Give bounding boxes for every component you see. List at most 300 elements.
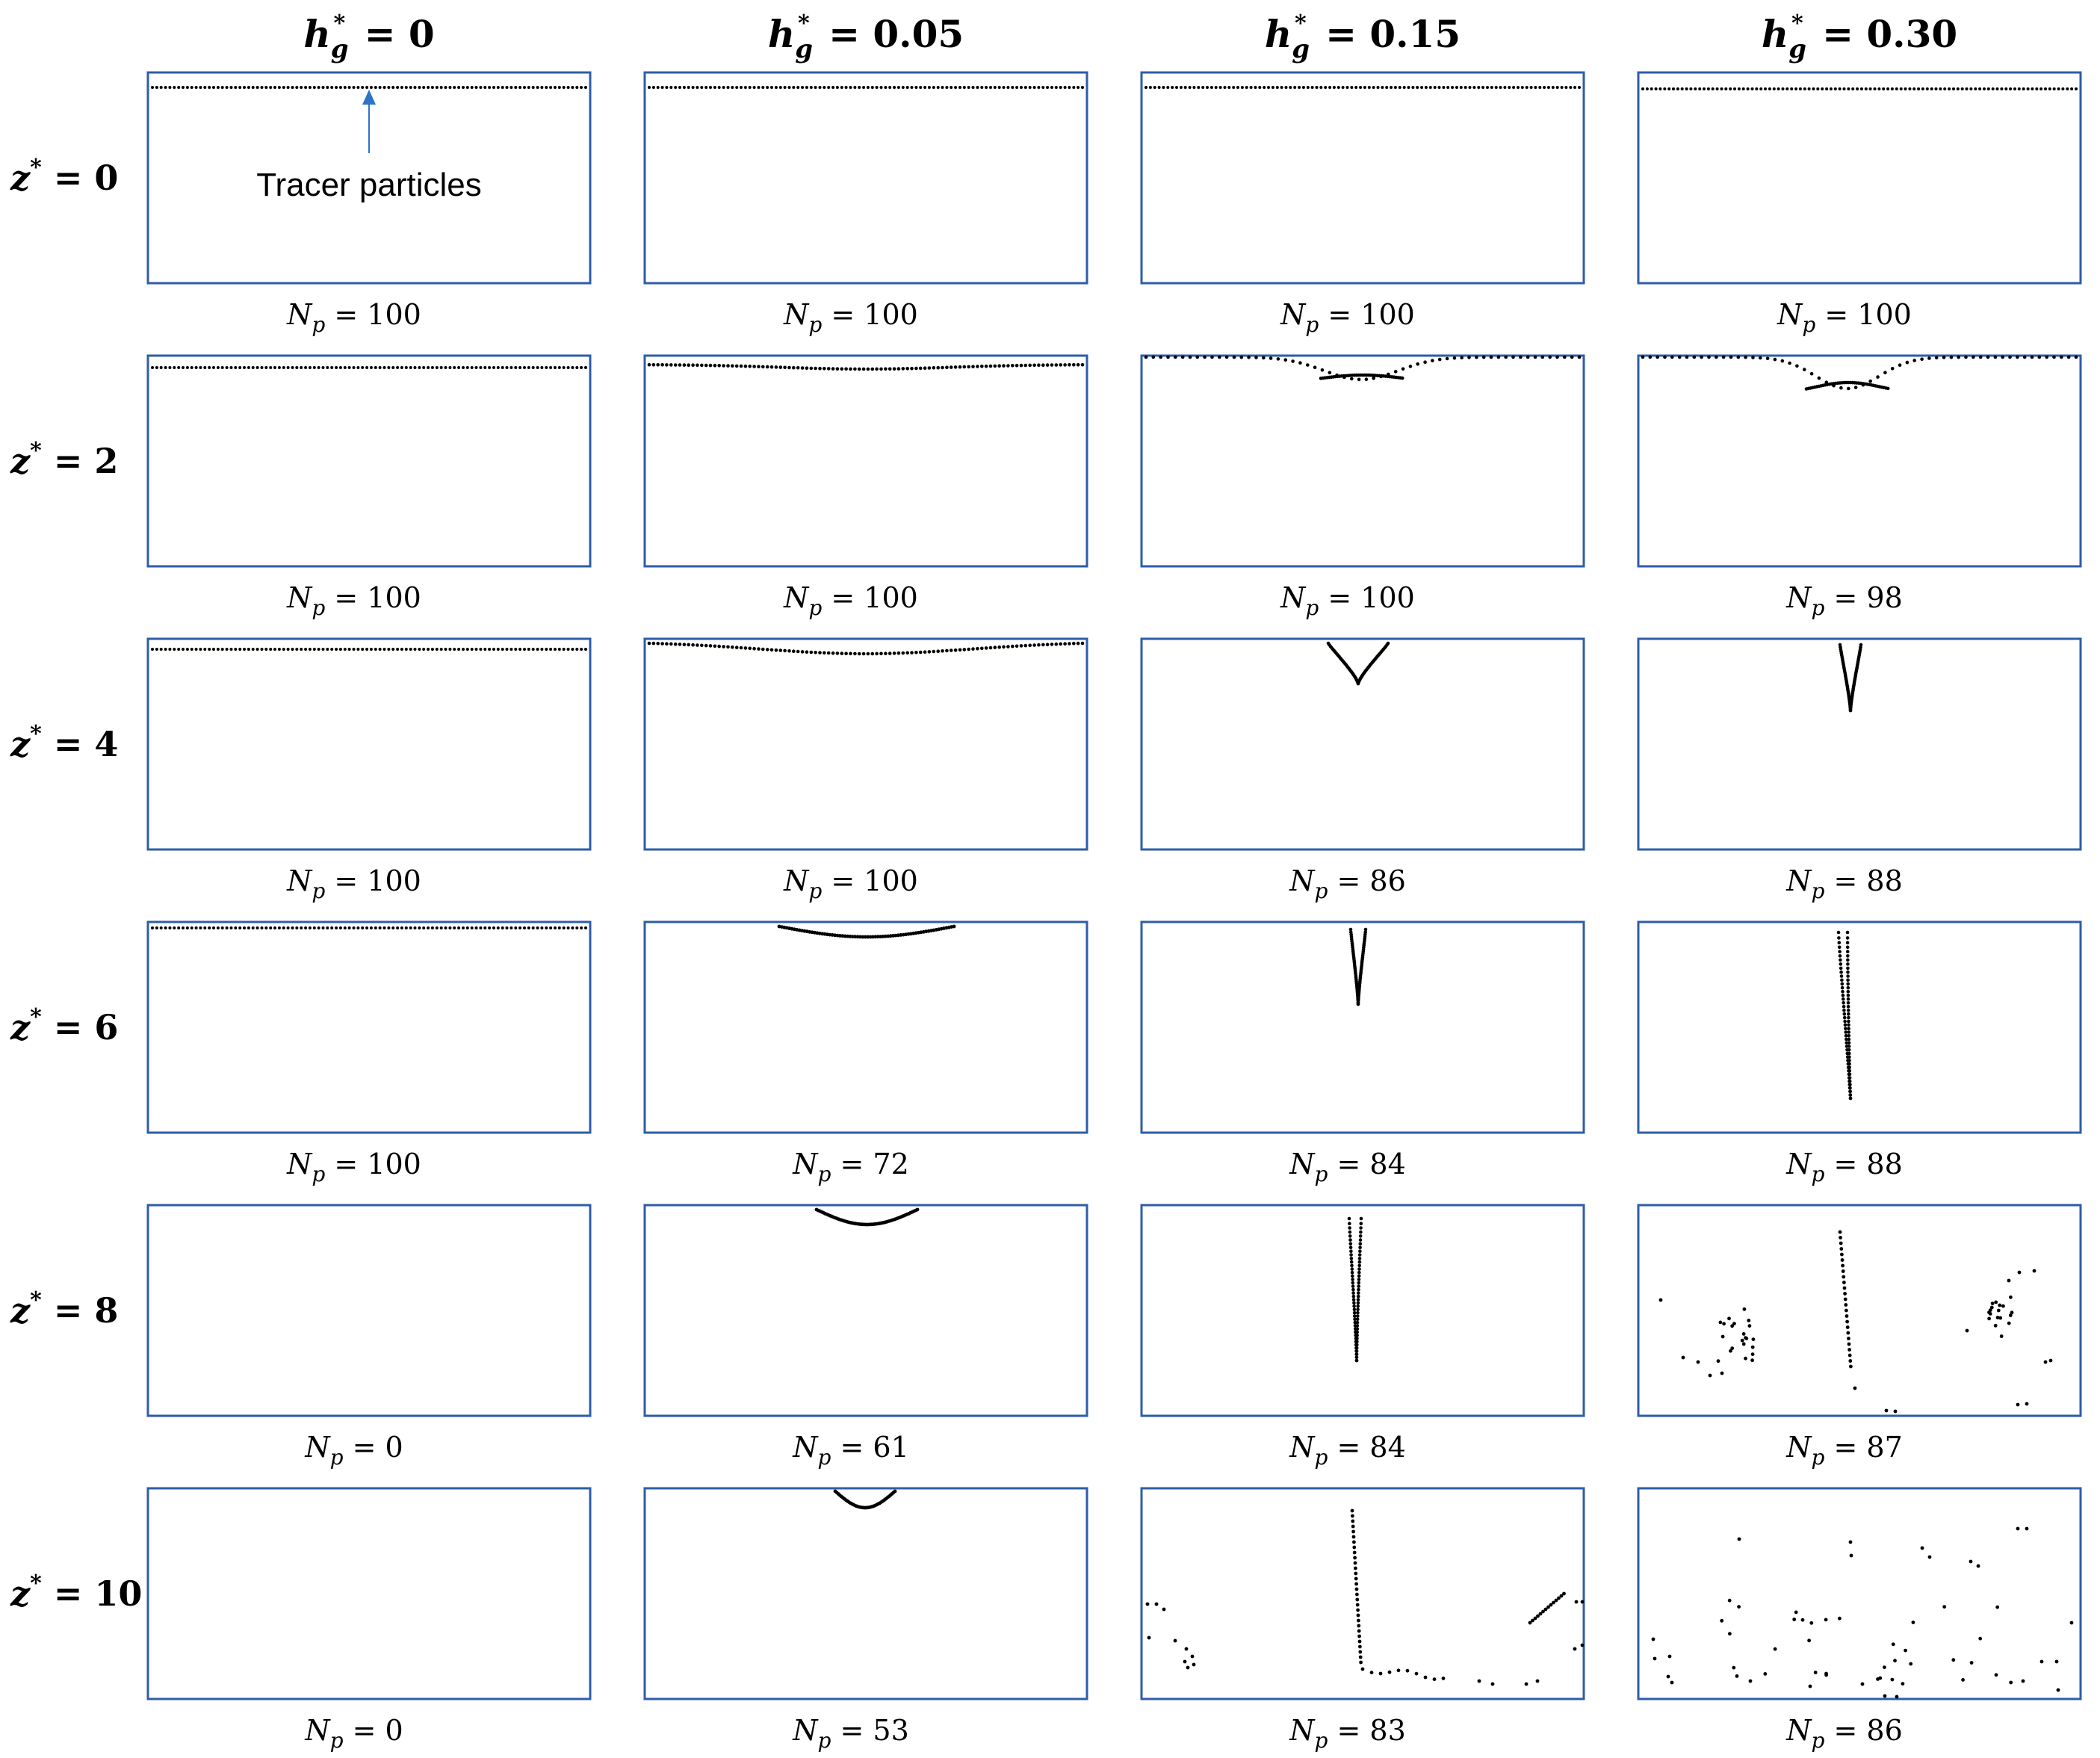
tracer-particle — [1917, 87, 1920, 90]
tracer-particle — [199, 926, 202, 929]
column-sup: * — [797, 10, 810, 37]
panel-frame — [1142, 639, 1584, 849]
tracer-particle — [1891, 87, 1894, 90]
tracer-particle — [191, 86, 193, 89]
tracer-particle — [691, 363, 695, 367]
panel-r4-c3 — [1638, 1205, 2081, 1416]
tracer-particle — [155, 86, 158, 89]
tracer-particle — [195, 86, 198, 89]
tracer-particle — [226, 926, 229, 929]
tracer-particle — [199, 648, 202, 651]
tracer-particle — [1467, 356, 1471, 359]
tracer-particle — [514, 366, 517, 369]
tracer-particle — [928, 86, 931, 89]
tracer-particle — [972, 86, 975, 89]
tracer-particle — [1081, 86, 1084, 89]
tracer-particle — [1744, 356, 1747, 359]
tracer-particle — [1342, 86, 1345, 89]
tracer-particle — [309, 86, 312, 89]
tracer-particle — [1977, 1564, 1980, 1568]
tracer-particle — [1663, 356, 1667, 359]
tracer-particle — [1357, 1264, 1361, 1268]
tracer-particle — [879, 368, 883, 371]
tracer-particle — [1846, 967, 1850, 971]
tracer-particle — [1236, 86, 1239, 89]
tracer-particle — [823, 651, 826, 655]
tracer-particle — [717, 645, 721, 649]
tracer-particle — [335, 926, 338, 929]
tracer-particle — [1926, 87, 1929, 90]
tracer-particle — [1878, 1677, 1882, 1680]
tracer-particle — [1575, 1600, 1579, 1604]
tracer-particle — [1357, 1614, 1360, 1618]
tracer-particle — [1788, 362, 1791, 365]
tracer-particle — [867, 652, 870, 656]
tracer-particle — [177, 648, 180, 651]
tracer-particle — [1803, 368, 1806, 371]
np-label — [304, 1714, 403, 1753]
tracer-particle — [958, 649, 962, 652]
tracer-particle — [1311, 86, 1314, 89]
tracer-particle — [1356, 1311, 1360, 1315]
tracer-particle — [1649, 356, 1653, 359]
row-header-4 — [10, 1287, 118, 1331]
tracer-particle — [1351, 1530, 1355, 1534]
np-value: = 100 — [325, 581, 421, 614]
tracer-particle — [1497, 356, 1501, 359]
tracer-particle — [1719, 1321, 1723, 1325]
tracer-particle — [1233, 356, 1236, 359]
tracer-particle — [1351, 1281, 1355, 1285]
tracer-particle — [584, 926, 587, 929]
tracer-particle — [1841, 990, 1845, 994]
tracer-particle — [383, 648, 386, 651]
tracer-particle — [580, 926, 583, 929]
panel-frame — [148, 1205, 590, 1416]
tracer-particle — [370, 86, 373, 89]
tracer-particle — [1838, 950, 1842, 953]
tracer-particle — [1842, 1005, 1846, 1009]
tracer-particle — [818, 651, 822, 654]
np-sub: p — [808, 595, 823, 620]
tracer-particle — [168, 648, 171, 651]
tracer-particle — [897, 651, 901, 655]
tracer-particle — [665, 86, 668, 89]
tracer-particle — [1357, 1275, 1361, 1278]
tracer-particle — [1055, 86, 1058, 89]
tracer-particle — [431, 366, 434, 369]
tracer-particle — [656, 363, 660, 367]
tracer-particle — [313, 86, 316, 89]
tracer-particle — [1842, 1281, 1846, 1284]
tracer-particle — [1848, 1359, 1852, 1363]
tracer-particle — [212, 366, 215, 369]
tracer-particle — [1847, 1337, 1850, 1340]
tracer-particle — [1670, 1681, 1674, 1685]
tracer-particle — [492, 648, 495, 651]
tracer-particle — [761, 648, 765, 651]
tracer-particle — [1668, 1655, 1672, 1659]
tracer-particle — [1028, 644, 1032, 648]
tracer-particle — [1490, 356, 1493, 359]
tracer-particle — [1356, 1304, 1360, 1308]
tracer-particle — [1935, 356, 1939, 360]
tracer-particle — [1672, 87, 1675, 90]
tracer-particle — [436, 366, 439, 369]
tracer-particle — [1712, 87, 1715, 90]
tracer-particle — [409, 86, 412, 89]
tracer-particle — [1041, 363, 1045, 367]
tracer-particle — [374, 926, 377, 929]
tracer-particle — [1689, 87, 1692, 90]
tracer-particle — [1741, 1339, 1744, 1343]
tracer-particle — [379, 648, 382, 651]
tracer-particle — [669, 86, 672, 89]
tracer-particle — [1942, 356, 1946, 359]
tracer-particle — [1927, 356, 1931, 360]
tracer-particle — [2009, 87, 2012, 90]
tracer-particle — [905, 367, 909, 371]
tracer-particle — [953, 925, 956, 929]
panel-r4-c0 — [148, 1205, 590, 1416]
tracer-particle — [1569, 86, 1572, 89]
tracer-particle — [387, 926, 390, 929]
tracer-particle — [457, 926, 460, 929]
tracer-particle — [226, 86, 229, 89]
tracer-particle — [540, 366, 543, 369]
tracer-particle — [506, 366, 509, 369]
tracer-particle — [1987, 1310, 1991, 1314]
tracer-particle — [858, 86, 861, 89]
np-sub: p — [1811, 1445, 1825, 1470]
tracer-particle — [273, 648, 276, 651]
tracer-particle — [1037, 643, 1041, 647]
np-value: = 100 — [1319, 581, 1415, 614]
tracer-particle — [379, 366, 382, 369]
panel-r1-c1 — [645, 356, 1087, 566]
tracer-particle — [230, 366, 233, 369]
tracer-particle — [348, 648, 351, 651]
np-label — [783, 864, 918, 903]
tracer-particle — [387, 366, 390, 369]
tracer-particle — [554, 926, 557, 929]
np-sub: p — [1811, 1162, 1825, 1186]
tracer-particle — [665, 363, 669, 367]
tracer-particle — [1394, 370, 1398, 374]
tracer-particle — [1987, 1317, 1991, 1321]
tracer-particle — [1652, 1638, 1655, 1641]
tracer-particle — [409, 926, 412, 929]
tracer-particle — [1306, 363, 1310, 367]
tracer-particle — [383, 86, 386, 89]
tracer-particle — [871, 368, 875, 371]
tracer-particle — [339, 366, 342, 369]
tracer-particle — [418, 926, 421, 929]
tracer-particle — [766, 365, 769, 369]
tracer-particle — [1020, 86, 1023, 89]
tracer-particle — [665, 642, 669, 646]
tracer-particle — [1795, 365, 1799, 368]
tracer-particle — [1210, 86, 1213, 89]
tracer-particle — [1356, 1324, 1360, 1328]
tracer-particle — [195, 926, 198, 929]
column-sub: g — [1292, 34, 1310, 64]
np-label — [1785, 864, 1903, 903]
tracer-particle — [919, 367, 923, 371]
tracer-particle — [1995, 1606, 1999, 1609]
tracer-particle — [914, 651, 918, 654]
tracer-particle — [1433, 1677, 1437, 1681]
tracer-particle — [506, 648, 509, 651]
tracer-particle — [361, 648, 364, 651]
tracer-particle — [1149, 86, 1152, 89]
tracer-particle — [713, 364, 717, 368]
tracer-particle — [1803, 87, 1806, 90]
tracer-particle — [1846, 954, 1850, 958]
tracer-particle — [1641, 356, 1645, 359]
tracer-particle — [1750, 1358, 1754, 1362]
tracer-particle — [1185, 1647, 1189, 1651]
tracer-particle — [1481, 86, 1484, 89]
tracer-particle — [1990, 1306, 1994, 1310]
tracer-particle — [1729, 356, 1733, 359]
tracer-particle — [963, 648, 967, 651]
tracer-particle — [1732, 1322, 1736, 1325]
column-headers — [303, 10, 1957, 64]
tracer-particle — [888, 651, 892, 655]
tracer-particle — [862, 652, 866, 656]
tracer-particle — [405, 366, 408, 369]
tracer-particle — [1166, 86, 1169, 89]
tracer-particle — [2027, 87, 2030, 90]
tracer-particle — [164, 926, 167, 929]
row-sup: * — [30, 155, 42, 181]
tracer-particle — [563, 366, 566, 369]
tracer-particle — [1969, 87, 1972, 90]
tracer-particle — [678, 363, 682, 367]
tracer-particle — [330, 926, 333, 929]
tracer-particle — [1321, 368, 1325, 372]
tracer-particle — [985, 365, 988, 368]
tracer-particle — [506, 926, 509, 929]
tracer-particle — [532, 366, 535, 369]
tracer-particle — [348, 86, 351, 89]
tracer-particle — [731, 646, 734, 649]
tracer-particle — [958, 365, 962, 369]
np-symbol: N — [784, 581, 809, 614]
tracer-particle — [2055, 1660, 2059, 1664]
tracer-particle — [247, 926, 250, 929]
tracer-particle — [483, 366, 486, 369]
tracer-particle — [897, 86, 900, 89]
tracer-particle — [1416, 86, 1419, 89]
tracer-particle — [954, 649, 958, 652]
tracer-particle — [234, 926, 237, 929]
tracer-particle — [1357, 1302, 1360, 1305]
panel-r2-c3 — [1638, 639, 2081, 849]
panel-r3-c0 — [148, 922, 590, 1133]
annotation-label: Tracer particles — [256, 167, 482, 203]
tracer-particle — [652, 642, 656, 646]
tracer-particle — [1431, 359, 1434, 362]
tracer-particle — [1059, 643, 1062, 646]
tracer-particle — [448, 86, 451, 89]
tracer-particle — [422, 366, 425, 369]
tracer-particle — [1970, 1661, 1974, 1665]
tracer-particle — [923, 366, 927, 370]
tracer-particle — [2048, 87, 2051, 90]
tracer-particle — [1357, 1298, 1360, 1302]
tracer-particle — [1041, 643, 1045, 647]
np-symbol: N — [784, 298, 809, 331]
tracer-particle — [497, 86, 500, 89]
tracer-particle — [1847, 1005, 1850, 1009]
tracer-particle — [727, 86, 730, 89]
tracer-particle — [1166, 356, 1170, 359]
tracer-particle — [322, 648, 325, 651]
tracer-particle — [910, 367, 914, 371]
tracer-particle — [414, 648, 417, 651]
tracer-particle — [1181, 356, 1185, 359]
panel-r3-c2 — [1142, 922, 1584, 1133]
tracer-particle — [1667, 87, 1670, 90]
tracer-particle — [1847, 994, 1850, 997]
tracer-particle — [1972, 356, 1975, 359]
tracer-particle — [191, 366, 193, 369]
tracer-particle — [208, 366, 211, 369]
tracer-particle — [383, 366, 386, 369]
tracer-particle — [1037, 86, 1040, 89]
tracer-particle — [1174, 356, 1177, 359]
tracer-particle — [1747, 1319, 1750, 1322]
tracer-particle — [985, 86, 988, 89]
tracer-particle — [1356, 1314, 1360, 1318]
tracer-particle — [976, 647, 979, 651]
tracer-particle — [1751, 356, 1755, 359]
row-symbol: z — [10, 724, 31, 764]
tracer-particle — [805, 86, 808, 89]
tracer-particle — [1743, 1307, 1747, 1311]
tracer-particle — [1355, 1337, 1359, 1340]
tracer-particle — [558, 926, 561, 929]
np-symbol: N — [1786, 581, 1812, 614]
tracer-particle — [518, 926, 521, 929]
tracer-particle — [1877, 87, 1880, 90]
tracer-particle — [1876, 375, 1880, 379]
tracer-particle — [1843, 87, 1846, 90]
tracer-particle — [880, 86, 883, 89]
tracer-particle — [1781, 359, 1785, 363]
tracer-particle — [1357, 1281, 1361, 1285]
tracer-particle — [540, 86, 543, 89]
tracer-particle — [339, 926, 342, 929]
tracer-particle — [967, 86, 970, 89]
tracer-particle — [509, 648, 512, 651]
tracer-particle — [230, 926, 233, 929]
tracer-particle — [518, 86, 521, 89]
tracer-particle — [1847, 1009, 1850, 1012]
tracer-particle — [514, 86, 517, 89]
tracer-particle — [871, 652, 875, 656]
tracer-particle — [374, 86, 377, 89]
tracer-particle — [1894, 1410, 1898, 1414]
tracer-particle — [1848, 1090, 1852, 1094]
tracer-particle — [963, 86, 966, 89]
tracer-particle — [1720, 1619, 1723, 1623]
tracer-particle — [330, 86, 333, 89]
tracer-particle — [1848, 1080, 1852, 1083]
tracer-particle — [217, 86, 220, 89]
tracer-particle — [418, 366, 421, 369]
np-label — [1289, 1431, 1406, 1470]
tracer-particle — [757, 365, 761, 368]
tracer-particle — [1357, 682, 1360, 686]
tracer-particle — [1785, 87, 1788, 90]
tracer-particle — [1948, 87, 1951, 90]
tracer-particle — [844, 651, 848, 655]
tracer-particle — [282, 366, 285, 369]
tracer-particle — [1333, 86, 1336, 89]
tracer-particle — [554, 86, 557, 89]
tracer-particle — [1777, 87, 1780, 90]
tracer-particle — [1224, 86, 1227, 89]
tracer-particle — [1774, 1647, 1777, 1651]
tracer-particle — [1957, 356, 1960, 359]
np-label — [1280, 298, 1415, 337]
column-header-2 — [1265, 10, 1461, 64]
np-value: = 100 — [1815, 298, 1912, 331]
tracer-particle — [1670, 356, 1674, 359]
tracer-particle — [831, 86, 834, 89]
tracer-particle — [182, 366, 185, 369]
tracer-particle — [361, 926, 364, 929]
column-sup: * — [333, 10, 346, 37]
tracer-particle — [356, 926, 359, 929]
tracer-particle — [963, 365, 967, 369]
tracer-particle — [1046, 86, 1049, 89]
row-sup: * — [30, 438, 42, 464]
tracer-particle — [1159, 356, 1162, 359]
tracer-particle — [335, 648, 338, 651]
tracer-particle — [160, 926, 163, 929]
tracer-particle — [414, 926, 417, 929]
panel-r3-c3 — [1638, 922, 2081, 1133]
tracer-particle — [1368, 86, 1371, 89]
tracer-particle — [501, 648, 504, 651]
tracer-particle — [2031, 356, 2034, 359]
tracer-particle — [1511, 356, 1515, 359]
tracer-particle — [1697, 1361, 1700, 1364]
tracer-particle — [549, 648, 552, 651]
tracer-particle — [1227, 86, 1230, 89]
tracer-particle — [1354, 1567, 1357, 1570]
tracer-particle — [1957, 87, 1960, 90]
tracer-particle — [989, 365, 993, 368]
tracer-particle — [212, 86, 215, 89]
tracer-particle — [1573, 86, 1576, 89]
panel-r5-c1 — [645, 1488, 1087, 1699]
tracer-particle — [709, 86, 712, 89]
tracer-particle — [1886, 387, 1890, 391]
tracer-particle — [1840, 974, 1844, 978]
tracer-particle — [678, 643, 682, 646]
tracer-particle — [971, 365, 975, 368]
tracer-particle — [2044, 1361, 2048, 1364]
tracer-particle — [475, 648, 478, 651]
tracer-particle — [731, 86, 734, 89]
tracer-particle — [1846, 950, 1850, 953]
tracer-particle — [814, 367, 817, 371]
